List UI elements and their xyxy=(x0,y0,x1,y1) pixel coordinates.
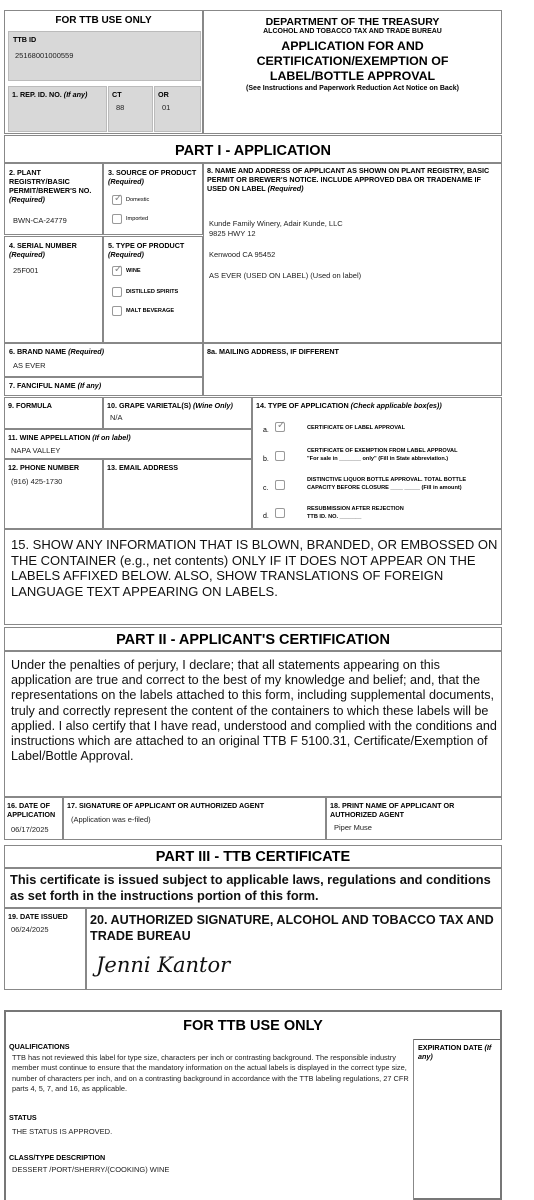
formula-box xyxy=(4,397,103,429)
opt-b-letter: b. xyxy=(263,456,269,463)
authorized-signature-box xyxy=(86,908,502,990)
ttb-id-field xyxy=(8,31,201,81)
class-type-value: DESSERT /PORT/SHERRY/(COOKING) WINE xyxy=(12,1165,170,1174)
opt-d-letter: d. xyxy=(263,513,269,520)
applicant-city: Kenwood CA 95452 xyxy=(209,250,276,259)
part2-title: PART II - APPLICANT'S CERTIFICATION xyxy=(116,632,390,648)
qualifications-label: QUALIFICATIONS xyxy=(9,1042,70,1051)
type-wine-label: WINE xyxy=(126,268,141,274)
opt-b-label-2: "For sale in _______ only" (Fill in State abbreviation.) xyxy=(307,456,449,462)
opt-d-label-1: RESUBMISSION AFTER REJECTION xyxy=(307,506,404,512)
opt-c-checkbox[interactable] xyxy=(275,480,285,490)
serial-number-value: 25F001 xyxy=(13,266,39,275)
ttb-id-label: TTB ID xyxy=(13,35,37,44)
class-type-label: CLASS/TYPE DESCRIPTION xyxy=(9,1153,106,1162)
rep-id-field xyxy=(8,86,107,132)
applicant-name: Kunde Family Winery, Adair Kunde, LLC xyxy=(209,219,343,228)
part3-title: PART III - TTB CERTIFICATE xyxy=(155,849,351,865)
plant-registry-box xyxy=(4,163,103,235)
status-label: STATUS xyxy=(9,1113,37,1122)
grape-varietal-label: 10. GRAPE VARIETAL(S) (Wine Only) xyxy=(107,401,233,410)
ttb-id-value: 25168001000559 xyxy=(15,51,74,60)
fanciful-name-box xyxy=(4,377,203,396)
part1-title: PART I - APPLICATION xyxy=(174,143,331,159)
grape-varietal-value: N/A xyxy=(110,413,123,422)
email-box xyxy=(103,459,252,529)
print-name-value: Piper Muse xyxy=(334,823,372,832)
source-product-label: 3. SOURCE OF PRODUCT (Required) xyxy=(108,168,197,186)
footer-title: FOR TTB USE ONLY xyxy=(183,1018,323,1034)
dept-title: DEPARTMENT OF THE TREASURY xyxy=(265,16,440,28)
date-issued-value: 06/24/2025 xyxy=(11,925,49,934)
opt-d-checkbox[interactable] xyxy=(275,508,285,518)
ct-field xyxy=(108,86,153,132)
part1-header xyxy=(4,135,502,163)
applicant-signature-label: 17. SIGNATURE OF APPLICANT OR AUTHORIZED AGENT xyxy=(67,801,265,810)
applicant-dba: AS EVER (USED ON LABEL) (Used on label) xyxy=(209,271,362,280)
ttb-use-only-box xyxy=(4,10,203,134)
ttb-use-only-title: FOR TTB USE ONLY xyxy=(55,15,152,26)
certificate-text: This certificate is issued subject to applicable laws, regulations and conditions as set forth in the instructions portion of this form. xyxy=(10,872,491,903)
type-spirits-checkbox[interactable] xyxy=(112,287,122,297)
certificate-text-box xyxy=(4,868,502,908)
opt-c-letter: c. xyxy=(263,485,269,492)
phone-value: (916) 425-1730 xyxy=(11,477,63,486)
source-imported-label: Imported xyxy=(126,216,149,222)
opt-a-letter: a. xyxy=(263,427,269,434)
ct-value: 88 xyxy=(116,103,125,112)
or-label: OR xyxy=(158,90,169,99)
appellation-box xyxy=(4,429,252,459)
authorized-signature: Jenni Kantor xyxy=(96,953,231,977)
or-value: 01 xyxy=(162,103,171,112)
print-name-label: 18. PRINT NAME OF APPLICANT OR AUTHORIZED AGENT xyxy=(330,801,455,819)
or-field xyxy=(154,86,201,132)
type-spirits-label: DISTILLED SPIRITS xyxy=(126,289,179,295)
status-value: THE STATUS IS APPROVED. xyxy=(12,1127,113,1136)
opt-d-label-2: TTB ID. NO. _______ xyxy=(307,514,362,520)
brand-name-label: 6. BRAND NAME (Required) xyxy=(9,347,105,356)
plant-registry-value: BWN-CA-24779 xyxy=(13,216,67,225)
date-of-application-value: 06/17/2025 xyxy=(11,825,49,834)
rep-id-label: 1. REP. ID. NO. (If any) xyxy=(12,90,88,99)
type-wine-checkbox[interactable] xyxy=(112,266,122,276)
plant-registry-label: 2. PLANT REGISTRY/BASIC PERMIT/BREWER'S NO. (Required) xyxy=(9,168,92,204)
brand-name-box xyxy=(4,343,203,377)
mailing-address-label: 8a. MAILING ADDRESS, IF DIFFERENT xyxy=(207,347,339,356)
opt-c-label-2: CAPACITY BEFORE CLOSURE ____ _____ (Fill in amount) xyxy=(307,485,462,491)
fanciful-name-label: 7. FANCIFUL NAME (If any) xyxy=(9,381,102,390)
product-type-label: 5. TYPE OF PRODUCT (Required) xyxy=(108,241,185,259)
bureau-title: ALCOHOL AND TOBACCO TAX AND TRADE BUREAU xyxy=(263,28,442,35)
source-product-box xyxy=(103,163,203,235)
qualifications-box xyxy=(6,1039,414,1200)
form-instructions: (See Instructions and Paperwork Reduction Act Notice on Back) xyxy=(246,85,459,92)
print-name-box xyxy=(326,797,502,840)
name-address-label: 8. NAME AND ADDRESS OF APPLICANT AS SHOWN ON PLANT REGISTRY, BASIC PERMIT OR BREWER'S NOTICE. INCLUDE APPROVED DBA OR TRADENAME IF USED ON LABEL (Required) xyxy=(207,166,490,193)
brand-name-value: AS EVER xyxy=(13,361,46,370)
opt-b-checkbox[interactable] xyxy=(275,451,285,461)
opt-a-checkbox[interactable] xyxy=(275,422,285,432)
item15-box xyxy=(4,529,502,625)
phone-label: 12. PHONE NUMBER xyxy=(8,463,80,472)
applicant-signature-box xyxy=(63,797,326,840)
product-type-box xyxy=(103,236,203,343)
certification-box xyxy=(4,651,502,797)
ct-label: CT xyxy=(112,90,122,99)
appellation-value: NAPA VALLEY xyxy=(11,446,61,455)
opt-a-label: CERTIFICATE OF LABEL APPROVAL xyxy=(307,425,405,431)
source-domestic-label: Domestic xyxy=(126,197,150,203)
item15-text: 15. SHOW ANY INFORMATION THAT IS BLOWN, BRANDED, OR EMBOSSED ON THE CONTAINER (e.g., net contents) ONLY IF IT DOES NOT APPEAR ON THE LABELS AFFIXED BELOW. ALSO, SHOW TRANSLATIONS OF FOREIGN LANGUAGE TEXT APPEARING ON LABELS. xyxy=(11,537,498,599)
serial-number-label: 4. SERIAL NUMBER (Required) xyxy=(9,241,77,259)
footer-box xyxy=(4,1010,502,1200)
mailing-address-box xyxy=(203,343,502,396)
appellation-label: 11. WINE APPELLATION (If on label) xyxy=(8,433,131,442)
formula-label: 9. FORMULA xyxy=(8,401,52,410)
form-title: APPLICATION FOR AND CERTIFICATION/EXEMPTION OF LABEL/BOTTLE APPROVAL xyxy=(256,39,449,83)
authorized-signature-label: 20. AUTHORIZED SIGNATURE, ALCOHOL AND TOBACCO TAX AND TRADE BUREAU xyxy=(90,913,494,943)
part2-header xyxy=(4,627,502,651)
applicant-street: 9825 HWY 12 xyxy=(209,229,256,238)
application-type-box xyxy=(252,397,502,529)
date-of-application-box xyxy=(4,797,63,840)
source-imported-checkbox[interactable] xyxy=(112,214,122,224)
title-box xyxy=(203,10,502,134)
date-issued-box xyxy=(4,908,86,990)
opt-c-label-1: DISTINCTIVE LIQUOR BOTTLE APPROVAL. TOTAL BOTTLE xyxy=(307,477,467,483)
expiration-date-label: EXPIRATION DATE (If any) xyxy=(418,1043,492,1061)
type-malt-label: MALT BEVERAGE xyxy=(126,308,175,314)
date-issued-label: 19. DATE ISSUED xyxy=(8,912,68,921)
phone-box xyxy=(4,459,103,529)
applicant-signature-value: (Application was e-filed) xyxy=(71,815,151,824)
date-of-application-label: 16. DATE OF APPLICATION xyxy=(7,801,56,819)
part3-header xyxy=(4,845,502,868)
type-malt-checkbox[interactable] xyxy=(112,306,122,316)
certification-text: Under the penalties of perjury, I declare; that all statements appearing on this application are true and correct to the best of my knowledge and belief; and, that the representations on the labels attached to this form, including supplemental documents, truly and correctly represent the content of the containers to which these labels will be applied. I also certify that I have read, understood and complied with the conditions and instructions which are attached to an original TTB F 5100.31, Certificate/Exemption of Label/Bottle Approval. xyxy=(11,658,497,764)
opt-b-label-1: CERTIFICATE OF EXEMPTION FROM LABEL APPROVAL xyxy=(307,448,458,454)
email-label: 13. EMAIL ADDRESS xyxy=(107,463,179,472)
name-address-box xyxy=(203,163,502,343)
qualifications-text: TTB has not reviewed this label for type size, characters per inch or contrasting background. The responsible industry member must continue to ensure that the mandatory information on the actual labels is displayed in the correct type size, number of characters per inch, and on a contrasting background in accordance with the TTB labeling regulations, 27 CFR parts 4, 5, 7, and 16, as applicable. xyxy=(12,1053,409,1094)
grape-varietal-box xyxy=(103,397,252,429)
source-domestic-checkbox[interactable] xyxy=(112,195,122,205)
application-type-label: 14. TYPE OF APPLICATION (Check applicable box(es)) xyxy=(256,401,442,410)
serial-number-box xyxy=(4,236,103,343)
